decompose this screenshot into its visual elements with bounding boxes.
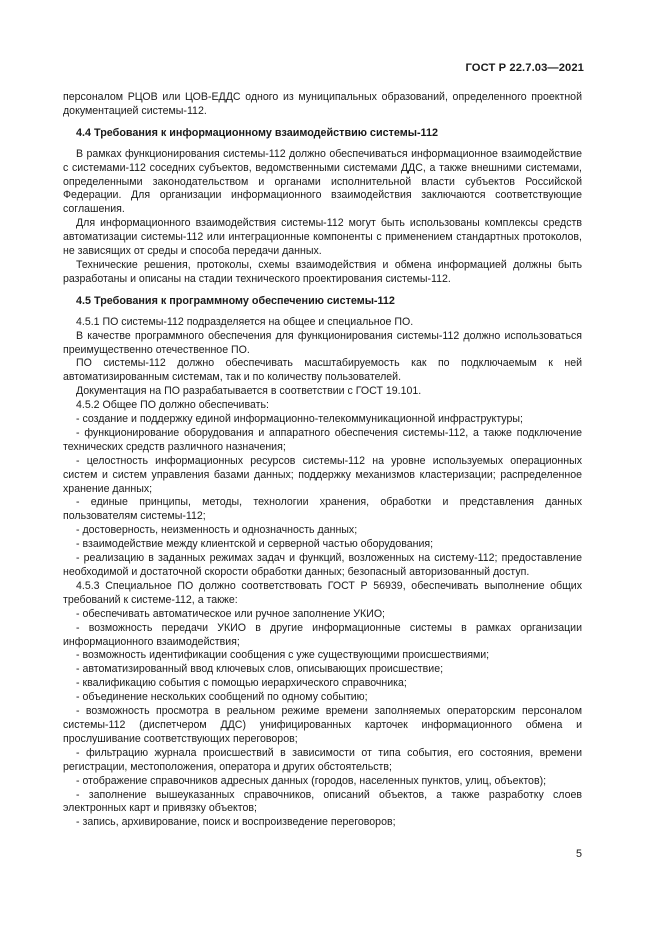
paragraph: В качестве программного обеспечения для функционирования системы-112 должно использоваться преимущественно отечественное ПО.: [63, 329, 582, 356]
list-item: - целостность информационных ресурсов системы-112 на уровне используемых операционных систем и систем управления базами данных; поддержку механизмов кластеризации; распределенное хранение данных;: [63, 454, 582, 495]
list-item: - единые принципы, методы, технологии хранения, обработки и представления данных пользователям системы-112;: [63, 496, 582, 523]
list-item: - создание и поддержку единой информационно-телекоммуникационной инфраструктуры;: [76, 413, 523, 426]
paragraph: персоналом РЦОВ или ЦОВ-ЕДДС одного из муниципальных образований, определенного проектной документацией системы-112.: [63, 91, 582, 117]
paragraph: ПО системы-112 должно обеспечивать масштабируемость как по подключаемым к ней автоматизированным системам, так и по количеству пользователей.: [63, 357, 582, 384]
list-item: - реализацию в заданных режимах задач и функций, возложенных на систему-112; предоставление необходимой и достаточной скорости обработки данных; безопасный авторизованный доступ.: [63, 552, 582, 578]
list-item: - объединение нескольких сообщений по одному событию;: [76, 691, 368, 704]
paragraph: 4.5.1 ПО системы-112 подразделяется на общее и специальное ПО.: [76, 315, 414, 328]
list-item: - обеспечивать автоматическое или ручное заполнение УКИО;: [76, 607, 386, 620]
list-item: - заполнение вышеуказанных справочников, описаний объектов, а также разработку слоев электронных карт и привязку объектов;: [63, 788, 582, 815]
page-number: 5: [575, 848, 582, 860]
section-heading: 4.4 Требования к информационному взаимодействию системы-112: [76, 126, 438, 139]
paragraph: В рамках функционирования системы-112 должно обеспечиваться информационное взаимодействие с системами-112 соседних субъектов, ведомственными системами ДДС, а также внешними системами, определенными законодательством и органами исполнительной власти субъектов Российской Федерации. Для организации информационного взаимодействия заключаются соответствующие соглашения.: [63, 147, 582, 216]
list-item: - фильтрацию журнала происшествий в зависимости от типа события, его состояния, времени регистрации, местоположения, оператора и других обстоятельств;: [63, 746, 582, 773]
list-item: - возможность идентификации сообщения с уже существующими происшествиями;: [76, 649, 490, 662]
list-item: - запись, архивирование, поиск и воспроизведение переговоров;: [76, 816, 396, 829]
list-item: - отображение справочников адресных данных (городов, населенных пунктов, улиц, объектов);: [76, 774, 547, 787]
list-item: - квалификацию события с помощью иерархического справочника;: [76, 677, 407, 690]
list-item: - возможность просмотра в реальном режиме времени заполняемых операторским персоналом системы-112 (диспетчером ДДС) унифицированных карточек информационного обмена и прослушивание соответствующих переговоров;: [63, 705, 582, 745]
paragraph: Документация на ПО разрабатывается в соответствии с ГОСТ 19.101.: [76, 385, 422, 398]
paragraph: 4.5.3 Специальное ПО должно соответствовать ГОСТ Р 56939, обеспечивать выполнение общих требований к системе-112, а также:: [63, 579, 582, 606]
list-item: - взаимодействие между клиентской и серверной частью оборудования;: [76, 538, 434, 551]
list-item: - достоверность, неизменность и однозначность данных;: [76, 524, 358, 537]
list-item: - возможность передачи УКИО в другие информационные системы в рамках организации информационного взаимодействия;: [63, 621, 582, 648]
list-item: - функционирование оборудования и аппаратного обеспечения системы-112, а также подключение технических средств различного назначения;: [63, 426, 582, 453]
paragraph: 4.5.2 Общее ПО должно обеспечивать:: [76, 399, 269, 412]
document-header-id: ГОСТ Р 22.7.03—2021: [465, 62, 584, 74]
page-content: [63, 91, 582, 830]
section-heading: 4.5 Требования к программному обеспечению системы-112: [76, 294, 395, 307]
list-item: - автоматизированный ввод ключевых слов, описывающих происшествие;: [76, 663, 444, 676]
paragraph: Для информационного взаимодействия системы-112 могут быть использованы комплексы средств автоматизации системы-112 или интеграционные компоненты с применением стандартных протоколов, не зависящих от среды и способа передачи данных.: [63, 217, 582, 258]
paragraph: Технические решения, протоколы, схемы взаимодействия и обмена информацией должны быть разработаны и описаны на стадии технического проектирования системы-112.: [63, 258, 582, 285]
